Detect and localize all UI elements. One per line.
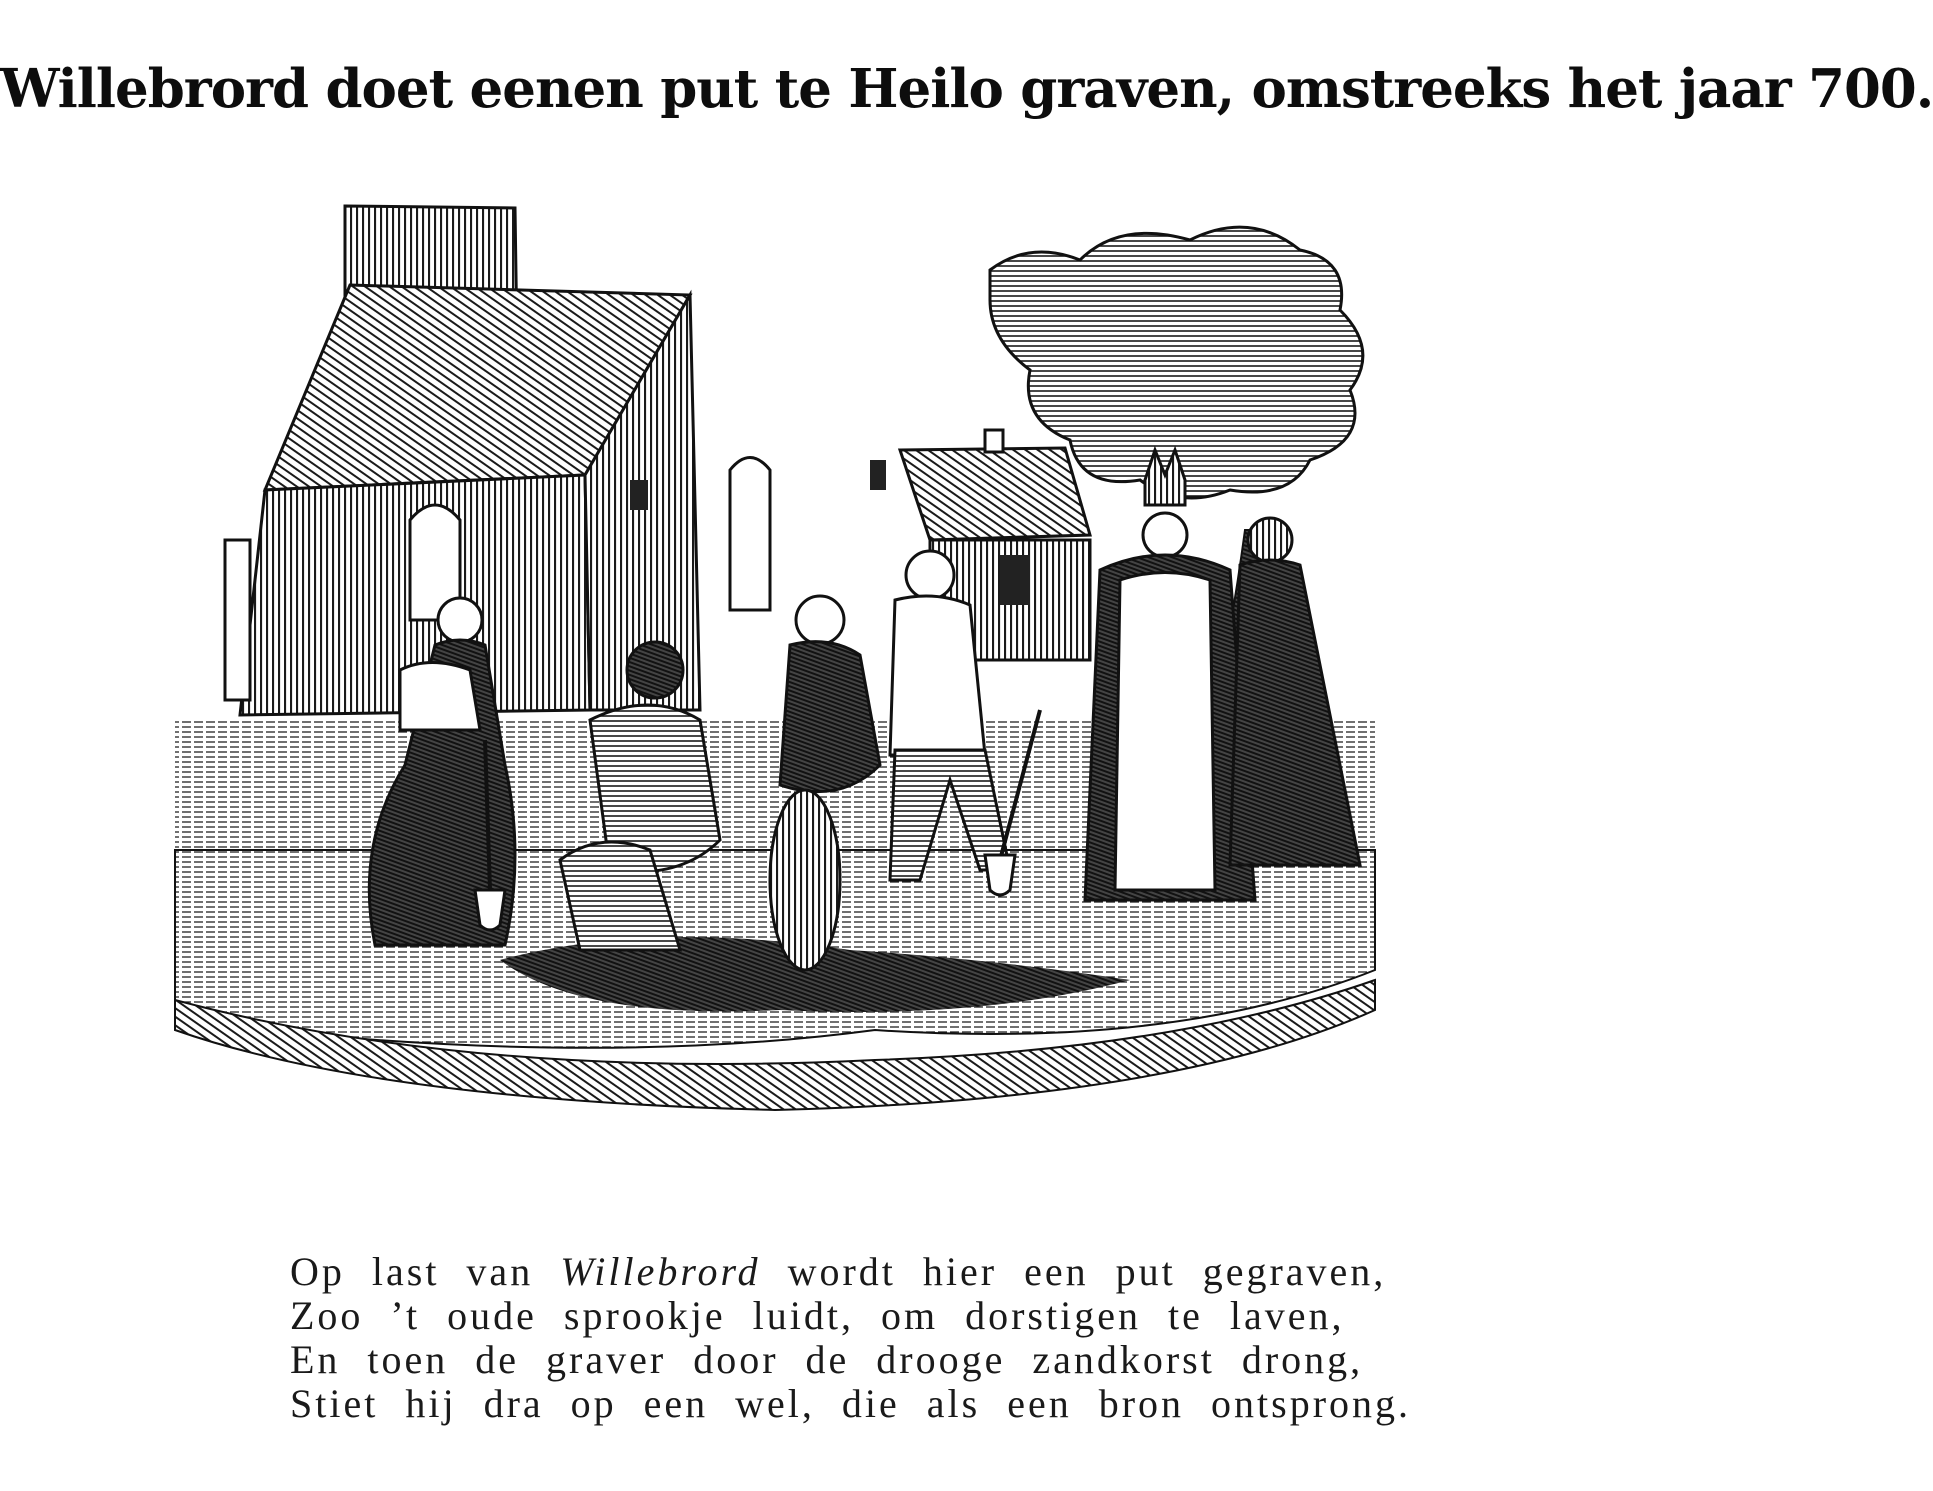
page-title: Willebrord doet eenen put te Heilo graven, omstreeks het jaar 700. xyxy=(0,58,1933,120)
poem-line-4: Stiet hij dra op een wel, die als een bron ontsprong. xyxy=(290,1381,1412,1426)
church xyxy=(225,206,886,715)
figure-woman-right xyxy=(1230,518,1360,865)
woodcut-illustration xyxy=(170,200,1510,1200)
house-chimney xyxy=(985,430,1003,452)
bucket xyxy=(770,790,840,970)
figure-bishop xyxy=(1085,450,1255,900)
poem-line-2: Zoo ’t oude sprookje luidt, om dorstigen te laven, xyxy=(290,1293,1345,1338)
poem-caption xyxy=(290,1250,1490,1426)
poem-line-1: Op last van Willebrord wordt hier een put gegraven, xyxy=(290,1249,1387,1294)
poem-name-willebrord: Willebrord xyxy=(560,1249,761,1294)
poem-line-3: En toen de graver door de drooge zandkorst drong, xyxy=(290,1337,1364,1382)
house-roof xyxy=(900,448,1090,540)
